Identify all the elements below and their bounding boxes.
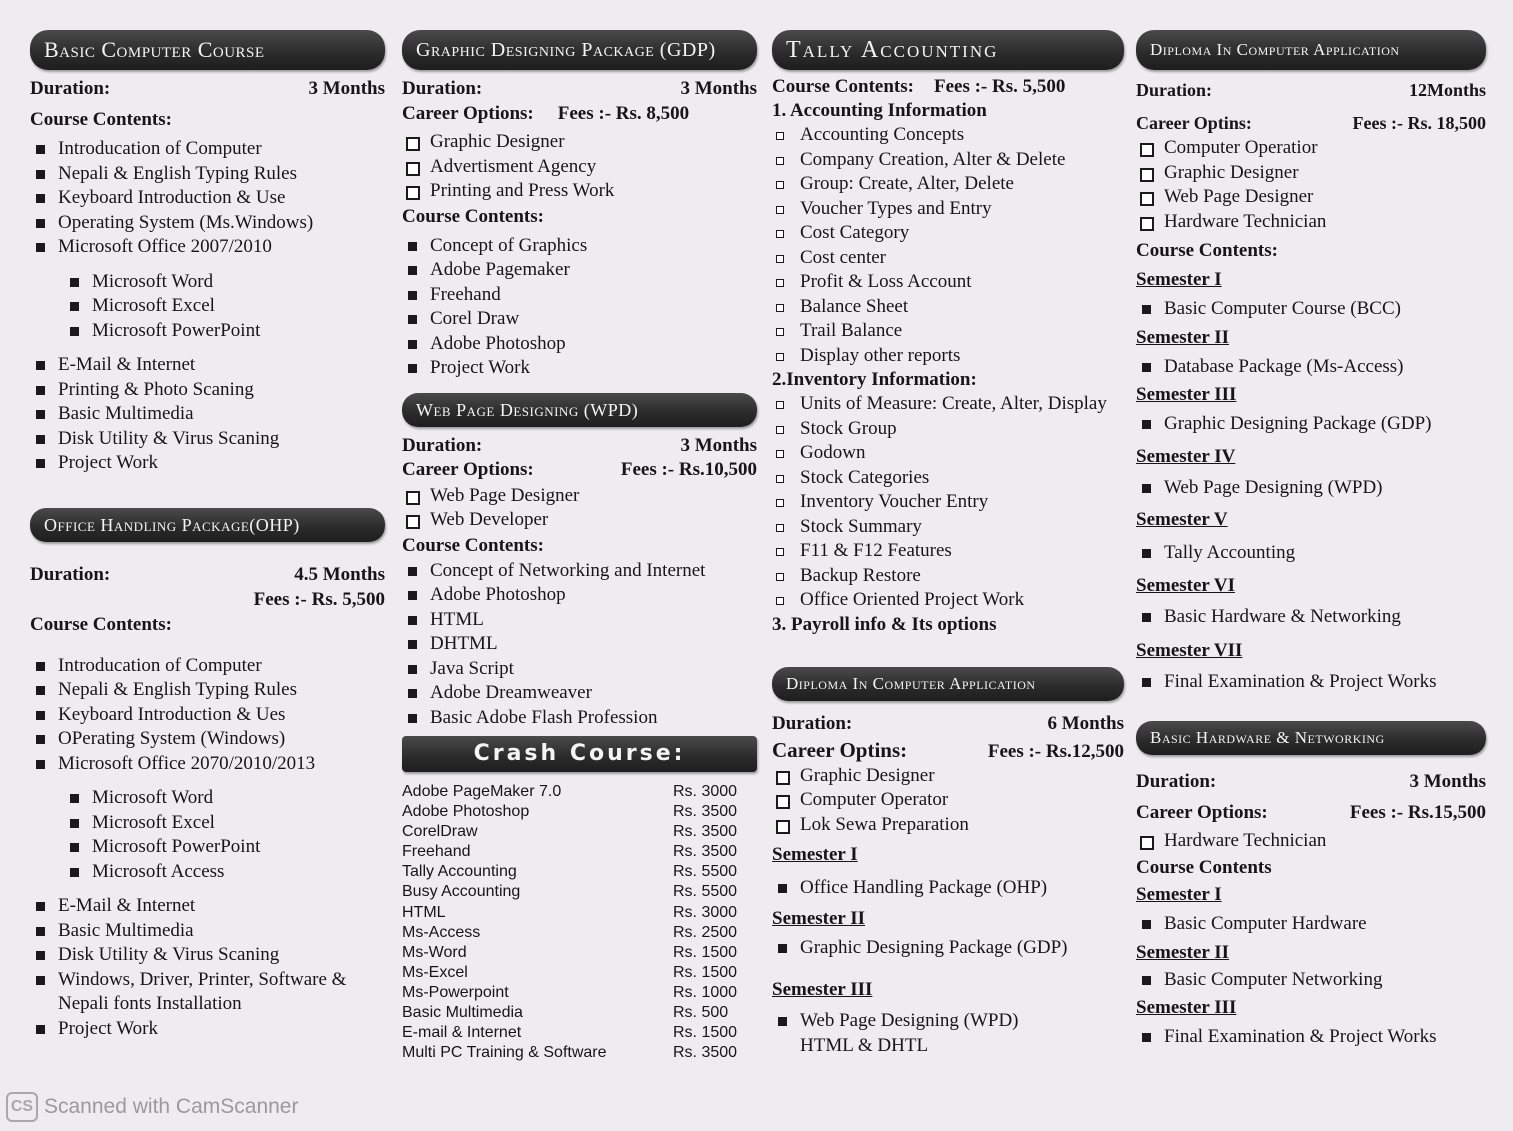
bhn-semester-2: Semester II xyxy=(1136,941,1230,963)
crash-course-price: Rs. 5500 xyxy=(673,863,738,881)
crash-course-name: CorelDraw xyxy=(402,823,478,841)
list-item: Cost center xyxy=(772,246,1124,271)
wpd-careers xyxy=(402,484,757,533)
table-row xyxy=(402,882,757,902)
crash-course-name: Adobe Photoshop xyxy=(402,803,530,821)
list-item: Units of Measure: Create, Alter, Display xyxy=(772,392,1124,417)
list-item: F11 & F12 Features xyxy=(772,539,1124,564)
list-item: Microsoft Excel xyxy=(64,811,385,836)
crash-course-name: Adobe PageMaker 7.0 xyxy=(402,783,562,800)
list-item: Microsoft Office 2007/2010 xyxy=(30,235,385,260)
tally-section-2: 2.Inventory Information: xyxy=(772,369,977,390)
bhn-semester-3-items xyxy=(1136,1025,1486,1050)
list-item: Basic Multimedia xyxy=(30,919,385,944)
list-item: Final Examination & Project Works xyxy=(1136,1025,1486,1050)
crash-course-price: Rs. 3000 xyxy=(673,903,738,921)
gdp-duration-row xyxy=(402,76,757,101)
gdp-career-row xyxy=(402,101,757,126)
dca6-fees: Fees :- Rs.12,500 xyxy=(987,740,1124,762)
dca6-semester-1-items xyxy=(772,876,1124,901)
list-item: Web Page Designing (WPD) xyxy=(1136,476,1486,501)
dca12-contents-label: Course Contents: xyxy=(1136,240,1278,261)
bhn-semester-1-items xyxy=(1136,912,1486,937)
crash-course-name: Busy Accounting xyxy=(402,883,521,901)
list-item: Corel Draw xyxy=(402,307,757,332)
dca6-semester-2-items xyxy=(772,936,1124,961)
dca6-semester-3-items xyxy=(772,1009,1062,1058)
table-row xyxy=(402,822,757,842)
table-row xyxy=(402,802,757,822)
list-item: Web Developer xyxy=(402,508,757,533)
dca12-semester-4-items xyxy=(1136,476,1486,501)
bhn-fees: Fees :- Rs.15,500 xyxy=(1349,801,1486,823)
tally-contents-row xyxy=(772,74,1124,99)
list-item: Windows, Driver, Printer, Software & Nepali fonts Installation xyxy=(30,968,385,1017)
list-item: Disk Utility & Virus Scaning xyxy=(30,943,385,968)
list-item: Microsoft PowerPoint xyxy=(64,835,385,860)
list-item: Microsoft Office 2070/2010/2013 xyxy=(30,752,385,777)
list-item: Adobe Photoshop xyxy=(402,332,757,357)
crash-course-name: Ms-Word xyxy=(402,943,467,961)
bhn-semester-1: Semester I xyxy=(1136,884,1222,905)
crash-course-table xyxy=(402,782,757,1063)
list-item: Microsoft Excel xyxy=(64,294,385,319)
list-item: Hardware Technician xyxy=(1136,210,1486,235)
tally-items-2 xyxy=(772,392,1124,613)
dca12-fees: Fees :- Rs. 18,500 xyxy=(1352,113,1486,133)
dca6-career-row xyxy=(772,738,1124,764)
list-item: Project Work xyxy=(30,451,385,476)
list-item: Cost Category xyxy=(772,221,1124,246)
dca6-title: Diploma In Computer Application xyxy=(772,667,1124,701)
list-item: Advertisment Agency xyxy=(402,155,757,180)
list-item: Keyboard Introduction & Use xyxy=(30,186,385,211)
list-item: Web Page Designing (WPD) HTML & DHTL xyxy=(772,1009,1062,1058)
list-item: Office Oriented Project Work xyxy=(772,588,1124,613)
list-item: Project Work xyxy=(30,1017,385,1042)
list-item: Group: Create, Alter, Delete xyxy=(772,172,1124,197)
column-2 xyxy=(402,30,757,1063)
list-item: Graphic Designing Package (GDP) xyxy=(1136,412,1486,437)
tally-section-1: 1. Accounting Information xyxy=(772,100,987,121)
list-item: Graphic Designer xyxy=(1136,161,1486,186)
table-row xyxy=(402,782,757,802)
list-item: Keyboard Introduction & Ues xyxy=(30,703,385,728)
wpd-duration-row xyxy=(402,435,757,457)
dca12-semester-6: Semester VI xyxy=(1136,574,1236,596)
dca6-careers xyxy=(772,764,1124,838)
dca12-semester-2: Semester II xyxy=(1136,326,1230,348)
bcc-items xyxy=(30,137,385,260)
list-item: Hardware Technician xyxy=(1136,829,1486,854)
ohp-fees: Fees :- Rs. 5,500 xyxy=(253,588,385,610)
bcc-contents-label: Course Contents: xyxy=(30,109,172,130)
wpd-items xyxy=(402,559,757,731)
crash-course-name: Ms-Excel xyxy=(402,963,468,981)
camscanner-text: Scanned with CamScanner xyxy=(44,1095,299,1118)
crash-course-price: Rs. 5500 xyxy=(673,883,738,901)
table-row xyxy=(402,1023,757,1043)
crash-course-price: Rs. 1500 xyxy=(673,943,738,961)
wpd-fees: Fees :- Rs.10,500 xyxy=(620,458,757,480)
table-row xyxy=(402,903,757,923)
tally-contents-label: Course Contents: xyxy=(772,76,914,97)
bhn-title: Basic Hardware & Networking xyxy=(1136,721,1486,755)
list-item: Company Creation, Alter & Delete xyxy=(772,148,1124,173)
list-item: Graphic Designing Package (GDP) xyxy=(772,936,1124,961)
crash-course-name: Basic Multimedia xyxy=(402,1004,523,1022)
table-row xyxy=(402,862,757,882)
crash-course-name: HTML xyxy=(402,903,446,921)
list-item: Accounting Concepts xyxy=(772,123,1124,148)
list-item: E-Mail & Internet xyxy=(30,353,385,378)
list-item: Backup Restore xyxy=(772,564,1124,589)
list-item: Project Work xyxy=(402,356,757,381)
bcc-items-2 xyxy=(30,353,385,476)
table-row xyxy=(402,963,757,983)
ohp-contents-label: Course Contents: xyxy=(30,613,172,635)
list-item: Display other reports xyxy=(772,344,1124,369)
wpd-contents-label: Course Contents: xyxy=(402,534,544,556)
list-item: Concept of Networking and Internet xyxy=(402,559,757,584)
dca12-title: Diploma In Computer Application xyxy=(1136,30,1486,70)
dca12-semester-5-items xyxy=(1136,541,1486,566)
crash-course-title: Crash Course: xyxy=(402,736,757,772)
dca12-semester-7-items xyxy=(1136,670,1486,695)
camscanner-logo-icon: CS xyxy=(6,1092,38,1122)
dca12-duration: 12Months xyxy=(1408,80,1486,100)
dca6-duration-row xyxy=(772,711,1124,736)
table-row xyxy=(402,842,757,862)
gdp-contents-label: Course Contents: xyxy=(402,205,544,227)
ohp-office-items xyxy=(64,786,385,884)
dca12-career-row xyxy=(1136,111,1486,136)
list-item: HTML xyxy=(402,608,757,633)
list-item: Balance Sheet xyxy=(772,295,1124,320)
list-item: Lok Sewa Preparation xyxy=(772,813,1124,838)
bhn-careers xyxy=(1136,829,1486,854)
dca12-semester-6-items xyxy=(1136,605,1486,630)
wpd-duration: 3 Months xyxy=(680,434,757,456)
table-row xyxy=(402,1043,757,1063)
dca6-career-label: Career Optins: xyxy=(772,737,908,762)
bhn-semester-2-items xyxy=(1136,968,1486,993)
dca6-semester-3: Semester III xyxy=(772,979,873,1000)
crash-course-price: Rs. 1000 xyxy=(673,983,738,1001)
crash-course-price: Rs. 3000 xyxy=(673,783,738,800)
list-item: Inventory Voucher Entry xyxy=(772,490,1124,515)
list-item: Tally Accounting xyxy=(1136,541,1486,566)
list-item: Printing & Photo Scaning xyxy=(30,378,385,403)
crash-course-price: Rs. 3500 xyxy=(673,843,738,861)
column-4 xyxy=(1136,30,1486,1050)
dca12-semester-7: Semester VII xyxy=(1136,640,1243,661)
list-item: Nepali & English Typing Rules xyxy=(30,678,385,703)
bhn-duration-label: Duration: xyxy=(1136,770,1217,792)
list-item: Godown xyxy=(772,441,1124,466)
dca12-semester-1: Semester I xyxy=(1136,269,1222,290)
dca12-semester-3-items xyxy=(1136,412,1486,437)
ohp-duration: 4.5 Months xyxy=(294,563,385,585)
list-item: Basic Computer Hardware xyxy=(1136,912,1486,937)
list-item: Nepali & English Typing Rules xyxy=(30,162,385,187)
list-item: Adobe Photoshop xyxy=(402,583,757,608)
bcc-duration-label: Duration: xyxy=(30,78,111,99)
crash-course-price: Rs. 1500 xyxy=(673,1024,738,1042)
bhn-career-row xyxy=(1136,800,1486,825)
list-item: Microsoft Word xyxy=(64,270,385,295)
dca6-duration: 6 Months xyxy=(1047,712,1124,734)
list-item: Office Handling Package (OHP) xyxy=(772,876,1124,901)
dca12-semester-3: Semester III xyxy=(1136,384,1237,405)
list-item: E-Mail & Internet xyxy=(30,894,385,919)
list-item: Database Package (Ms-Access) xyxy=(1136,355,1486,380)
tally-title: Tally Accounting xyxy=(772,30,1124,70)
bcc-office-items xyxy=(64,270,385,344)
list-item: Basic Computer Networking xyxy=(1136,968,1486,993)
list-item: Disk Utility & Virus Scaning xyxy=(30,427,385,452)
crash-course-name: Ms-Access xyxy=(402,923,481,941)
wpd-duration-label: Duration: xyxy=(402,434,483,456)
dca12-duration-label: Duration: xyxy=(1136,80,1212,100)
ohp-items-2 xyxy=(30,894,385,1041)
gdp-duration: 3 Months xyxy=(680,78,757,99)
gdp-duration-label: Duration: xyxy=(402,78,483,99)
dca12-semester-4: Semester IV xyxy=(1136,445,1236,467)
list-item: Introducation of Computer xyxy=(30,654,385,679)
list-item: Printing and Press Work xyxy=(402,179,757,204)
list-item: Profit & Loss Account xyxy=(772,270,1124,295)
list-item: Stock Summary xyxy=(772,515,1124,540)
list-item: OPerating System (Windows) xyxy=(30,727,385,752)
list-item: Microsoft PowerPoint xyxy=(64,319,385,344)
list-item: Web Page Designer xyxy=(1136,185,1486,210)
tally-items-1 xyxy=(772,123,1124,368)
dca12-duration-row xyxy=(1136,78,1486,103)
table-row xyxy=(402,943,757,963)
crash-course-price: Rs. 500 xyxy=(673,1004,729,1022)
crash-course-name: Multi PC Training & Software xyxy=(402,1044,607,1062)
bcc-duration: 3 Months xyxy=(308,78,385,99)
gdp-career-label: Career Options: xyxy=(402,103,534,124)
list-item: Computer Operatior xyxy=(1136,136,1486,161)
list-item: Concept of Graphics xyxy=(402,234,757,259)
dca12-careers xyxy=(1136,136,1486,234)
list-item: Graphic Designer xyxy=(772,764,1124,789)
gdp-careers xyxy=(402,130,757,204)
list-item: Stock Categories xyxy=(772,466,1124,491)
list-item: Computer Operator xyxy=(772,788,1124,813)
crash-course-price: Rs. 3500 xyxy=(673,803,738,821)
camscanner-watermark xyxy=(6,1092,298,1122)
crash-course-name: Freehand xyxy=(402,843,471,861)
wpd-career-label: Career Options: xyxy=(402,458,534,480)
table-row xyxy=(402,1003,757,1023)
list-item: Basic Multimedia xyxy=(30,402,385,427)
ohp-duration-row xyxy=(30,562,385,587)
list-item: Web Page Designer xyxy=(402,484,757,509)
gdp-items xyxy=(402,234,757,381)
column-3 xyxy=(772,30,1124,1058)
bcc-title: Basic Computer Course xyxy=(30,30,385,70)
ohp-fees-row xyxy=(30,587,385,612)
tally-fees: Fees :- Rs. 5,500 xyxy=(933,76,1066,97)
list-item: Stock Group xyxy=(772,417,1124,442)
gdp-fees: Fees :- Rs. 8,500 xyxy=(557,103,690,124)
crash-course-price: Rs. 1500 xyxy=(673,963,738,981)
list-item: Freehand xyxy=(402,283,757,308)
dca12-semester-5: Semester V xyxy=(1136,509,1228,530)
crash-course-name: Ms-Powerpoint xyxy=(402,983,509,1001)
table-row xyxy=(402,923,757,943)
list-item: Operating System (Ms.Windows) xyxy=(30,211,385,236)
dca6-semester-1: Semester I xyxy=(772,844,858,865)
list-item: Basic Hardware & Networking xyxy=(1136,605,1486,630)
wpd-career-row xyxy=(402,457,757,482)
wpd-title: Web Page Designing (WPD) xyxy=(402,393,757,427)
list-item: Graphic Designer xyxy=(402,130,757,155)
dca12-semester-1-items xyxy=(1136,297,1486,322)
list-item: Microsoft Word xyxy=(64,786,385,811)
list-item: Basic Adobe Flash Profession xyxy=(402,706,757,731)
list-item: Trail Balance xyxy=(772,319,1124,344)
list-item: Introducation of Computer xyxy=(30,137,385,162)
gdp-title: Graphic Designing Package (GDP) xyxy=(402,30,757,70)
list-item: Voucher Types and Entry xyxy=(772,197,1124,222)
list-item: Adobe Pagemaker xyxy=(402,258,757,283)
crash-course-name: E-mail & Internet xyxy=(402,1024,522,1042)
crash-course-price: Rs. 2500 xyxy=(673,923,738,941)
list-item: Basic Computer Course (BCC) xyxy=(1136,297,1486,322)
crash-course-price: Rs. 3500 xyxy=(673,823,738,841)
tally-section-3: 3. Payroll info & Its options xyxy=(772,613,997,635)
ohp-duration-label: Duration: xyxy=(30,563,111,585)
list-item: Microsoft Access xyxy=(64,860,385,885)
crash-course-name: Tally Accounting xyxy=(402,863,517,881)
list-item: Adobe Dreamweaver xyxy=(402,681,757,706)
dca6-semester-2: Semester II xyxy=(772,907,866,929)
column-1 xyxy=(30,30,385,1041)
bhn-semester-3: Semester III xyxy=(1136,997,1237,1018)
bcc-duration-row xyxy=(30,76,385,101)
bhn-duration: 3 Months xyxy=(1409,770,1486,792)
list-item: DHTML xyxy=(402,632,757,657)
crash-course-price: Rs. 3500 xyxy=(673,1044,738,1062)
bhn-career-label: Career Options: xyxy=(1136,801,1268,823)
dca6-duration-label: Duration: xyxy=(772,712,853,734)
bhn-duration-row xyxy=(1136,769,1486,794)
bhn-contents-label: Course Contents xyxy=(1136,857,1272,878)
dca12-semester-2-items xyxy=(1136,355,1486,380)
ohp-title: Office Handling Package(OHP) xyxy=(30,508,385,542)
ohp-items xyxy=(30,654,385,777)
list-item: Final Examination & Project Works xyxy=(1136,670,1486,695)
dca12-career-label: Career Optins: xyxy=(1136,113,1252,133)
list-item: Java Script xyxy=(402,657,757,682)
table-row xyxy=(402,983,757,1003)
